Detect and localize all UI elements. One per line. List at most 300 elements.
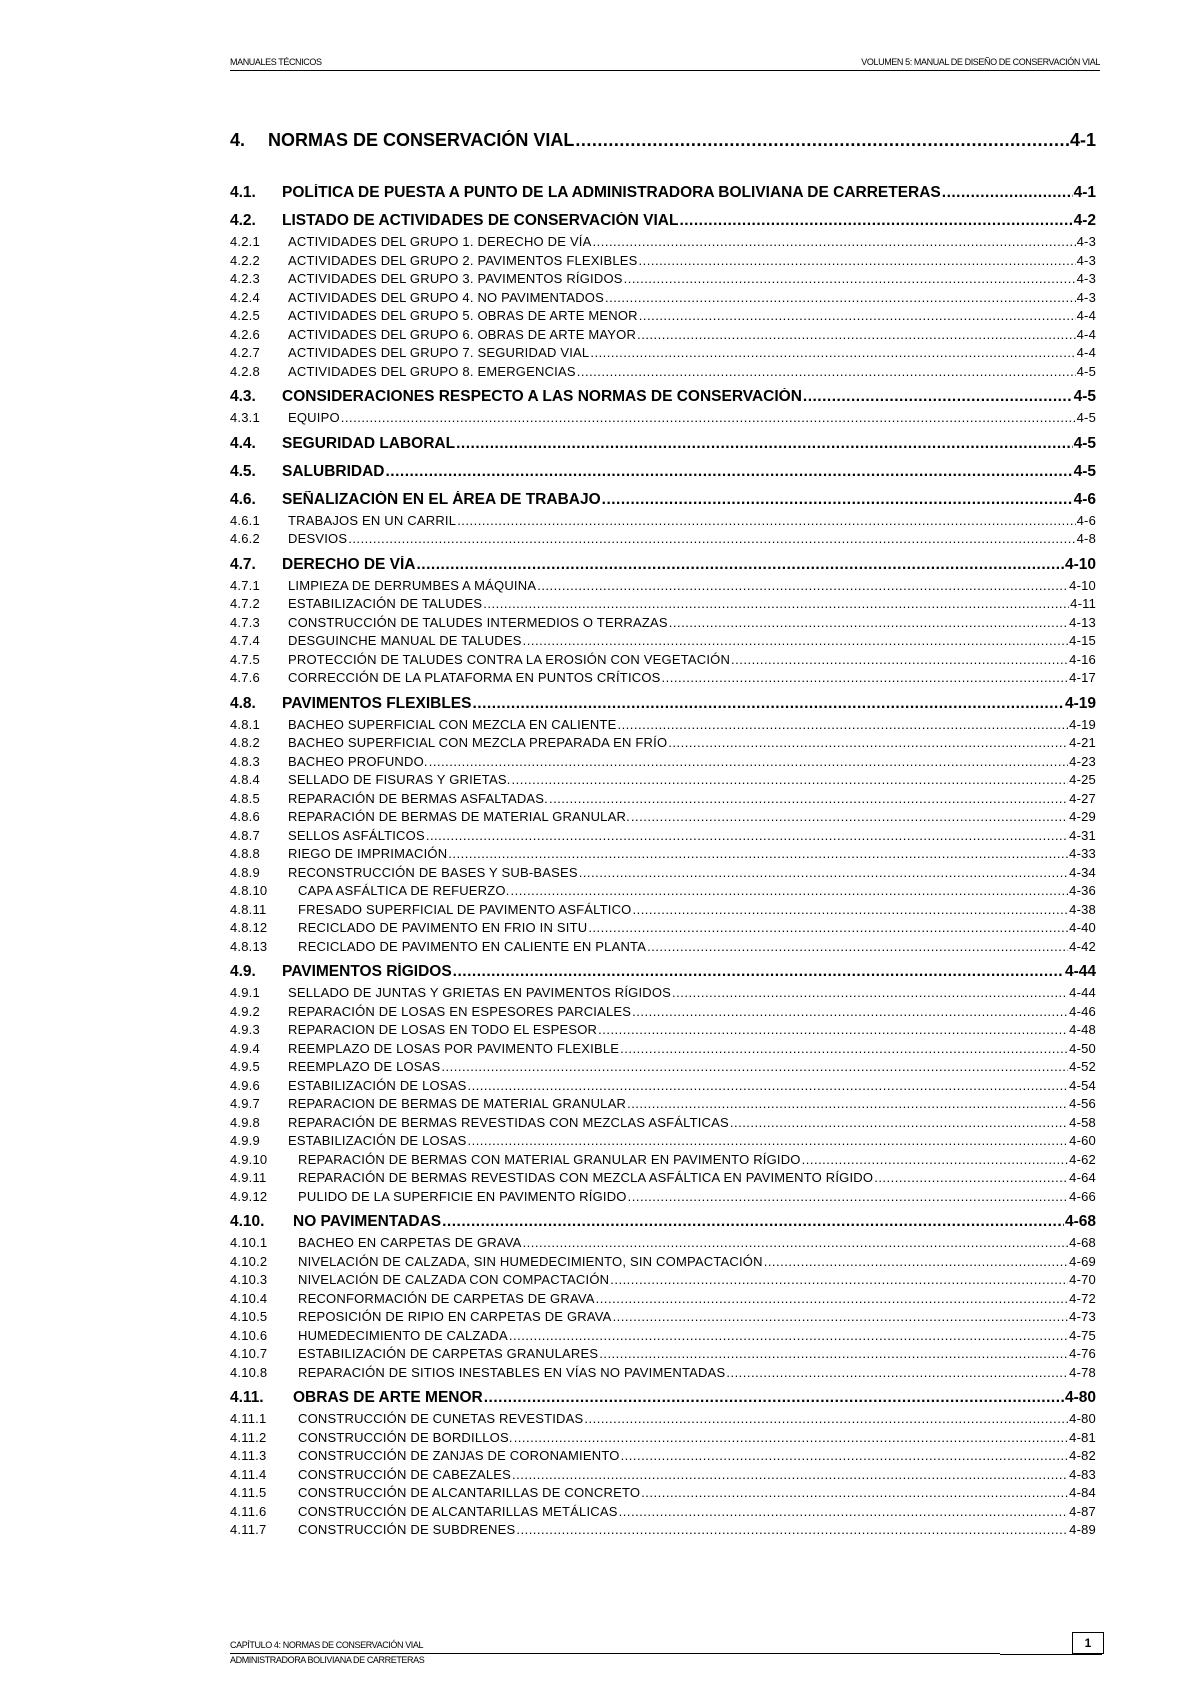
toc-entry-number: 4.11.7 [230, 1522, 267, 1537]
toc-section[interactable] [230, 463, 1096, 485]
toc-entry-number: 4.11.6 [230, 1503, 267, 1519]
toc-entry-number: 4.8.7 [230, 827, 260, 843]
toc-entry-page: 4-60 [1069, 1133, 1096, 1148]
toc-leader-dots [641, 1485, 1068, 1500]
toc-entry-title: PULIDO DE LA SUPERFICIE EN PAVIMENTO RÍGIDO [298, 1188, 627, 1204]
toc-entry-title: ACTIVIDADES DEL GRUPO 5. OBRAS DE ARTE MENOR [288, 308, 638, 323]
toc-subsection[interactable] [230, 1346, 1096, 1365]
toc-entry-number: 4.2.8 [230, 363, 260, 379]
toc-subsection[interactable] [230, 327, 1096, 346]
toc-entry-number: 4.6.1 [230, 512, 260, 528]
toc-entry-page: 4-19 [1064, 694, 1096, 712]
toc-entry-title: CONSTRUCCIÓN DE ALCANTARILLAS METÁLICAS [298, 1503, 618, 1519]
footer-rule [1000, 1654, 1102, 1655]
toc-entry-page: 4-76 [1069, 1346, 1096, 1361]
toc-subsection[interactable] [230, 846, 1096, 865]
toc-entry-number: 4.8.5 [230, 790, 260, 806]
toc-entry-number: 4.7.4 [230, 633, 260, 648]
toc-entry-number: 4.11.2 [230, 1429, 267, 1445]
toc-subsection[interactable] [230, 828, 1096, 847]
toc-entry-title: PAVIMENTOS RÍGIDOS [282, 963, 452, 980]
toc-entry-title: ACTIVIDADES DEL GRUPO 4. NO PAVIMENTADOS [288, 289, 604, 305]
toc-entry-number: 4.7.5 [230, 651, 260, 667]
toc-entry-page: 4-4 [1076, 345, 1096, 360]
toc-entry-page: 4-80 [1069, 1411, 1096, 1426]
toc-entry-title: POLÍTICA DE PUESTA A PUNTO DE LA ADMINISTRADORA BOLIVIANA DE CARRETERAS [282, 184, 941, 201]
toc-leader-dots [662, 670, 1069, 685]
toc-entry-number: 4.4. [230, 434, 256, 452]
toc-entry-number: 4.9.3 [230, 1022, 260, 1037]
toc-entry-number: 4.5. [230, 462, 256, 480]
toc-section[interactable] [230, 435, 1096, 457]
toc-subsection[interactable] [230, 791, 1096, 810]
toc-entry-title: SEGURIDAD LABORAL [282, 434, 456, 452]
toc-entry-page: 4-36 [1069, 883, 1096, 898]
toc-subsection[interactable] [230, 1078, 1096, 1097]
toc-entry-number: 4.9.8 [230, 1114, 260, 1130]
toc-section[interactable] [230, 695, 1096, 717]
toc-entry-page: 4-19 [1069, 716, 1096, 732]
toc-entry-number: 4.7.1 [230, 577, 260, 593]
toc-leader-dots [472, 695, 1064, 713]
toc-leader-dots [341, 410, 1076, 425]
toc-entry-number: 4.8.9 [230, 864, 260, 880]
header-left: MANUALES TÉCNICOS [230, 57, 322, 67]
toc-entry-page: 4-10 [1069, 577, 1096, 593]
toc-leader-dots [802, 1152, 1069, 1167]
toc-entry-title: SELLADO DE FISURAS Y GRIETAS. [288, 772, 511, 787]
toc-subsection[interactable] [230, 939, 1096, 958]
toc-leader-dots [942, 184, 1073, 202]
toc-entry-page: 4-17 [1069, 670, 1096, 685]
toc-entry-title: SEÑALIZACIÓN EN EL ÁREA DE TRABAJO [282, 490, 601, 508]
toc-entry-page: 4-58 [1069, 1114, 1096, 1130]
toc-leader-dots [467, 1133, 1068, 1148]
toc-section[interactable] [230, 1213, 1096, 1235]
toc-leader-dots [610, 1272, 1068, 1287]
toc-subsection[interactable] [230, 902, 1096, 921]
toc-subsection[interactable] [230, 1022, 1096, 1041]
toc-entry-number: 4.11.3 [230, 1448, 267, 1463]
toc-leader-dots [619, 1504, 1069, 1519]
toc-entry-title: ACTIVIDADES DEL GRUPO 1. DERECHO DE VÍA [288, 234, 592, 249]
toc-leader-dots [516, 1522, 1068, 1537]
toc-subsection[interactable] [230, 345, 1096, 364]
toc-entry-page: 4-68 [1069, 1235, 1096, 1250]
toc-entry-title: SALUBRIDAD [282, 462, 385, 480]
table-of-contents [230, 130, 1096, 1541]
toc-entry-page: 4-3 [1076, 289, 1096, 305]
toc-subsection[interactable] [230, 1041, 1096, 1060]
toc-entry-page: 4-62 [1069, 1151, 1096, 1167]
toc-entry-title: SELLADO DE JUNTAS Y GRIETAS EN PAVIMENTOS RÍGIDOS [288, 985, 672, 1000]
toc-leader-dots [417, 556, 1064, 574]
toc-entry-page: 4-64 [1069, 1170, 1096, 1185]
toc-subsection[interactable] [230, 596, 1096, 615]
toc-entry-page: 4-1 [1073, 184, 1096, 201]
toc-entry-number: 4.9.9 [230, 1133, 260, 1148]
toc-entry-title: DESGUINCHE MANUAL DE TALUDES [288, 633, 522, 648]
toc-leader-dots [620, 1041, 1068, 1056]
toc-entry-page: 4-83 [1069, 1466, 1096, 1482]
toc-entry-number: 4.10.3 [230, 1272, 268, 1287]
toc-subsection[interactable] [230, 531, 1096, 550]
toc-entry-page: 4-72 [1069, 1290, 1096, 1306]
toc-leader-dots [672, 985, 1068, 1000]
toc-entry-page: 4-3 [1076, 252, 1096, 268]
toc-entry-page: 4-34 [1069, 864, 1096, 880]
toc-entry-title: FRESADO SUPERFICIAL DE PAVIMENTO ASFÁLTICO [298, 901, 632, 917]
toc-leader-dots [874, 1170, 1068, 1185]
toc-entry-title: ACTIVIDADES DEL GRUPO 6. OBRAS DE ARTE MAYOR [288, 326, 637, 342]
toc-subsection[interactable] [230, 1291, 1096, 1310]
toc-subsection[interactable] [230, 308, 1096, 327]
toc-entry-title: LISTADO DE ACTIVIDADES DE CONSERVACIÓN VIAL [282, 212, 679, 229]
toc-entry-number: 4.10. [230, 1213, 265, 1230]
toc-subsection[interactable] [230, 1430, 1096, 1449]
toc-entry-number: 4.10.8 [230, 1364, 268, 1380]
toc-entry-title: CONSIDERACIONES RESPECTO A LAS NORMAS DE CONSERVACIÓN [282, 388, 802, 405]
toc-entry-title: REEMPLAZO DE LOSAS [288, 1059, 441, 1074]
toc-section[interactable] [230, 1389, 1096, 1411]
toc-entry-number: 4.8.2 [230, 735, 260, 750]
toc-entry-page: 4-44 [1069, 985, 1096, 1000]
toc-leader-dots [514, 1430, 1068, 1445]
toc-subsection[interactable] [230, 1467, 1096, 1486]
toc-subsection[interactable] [230, 633, 1096, 652]
toc-entry-page: 4-54 [1069, 1077, 1096, 1093]
toc-entry-page: 4-4 [1076, 326, 1096, 342]
toc-entry-page: 4-5 [1073, 434, 1096, 452]
toc-leader-dots [613, 1309, 1069, 1324]
toc-subsection[interactable] [230, 865, 1096, 884]
toc-subsection[interactable] [230, 615, 1096, 634]
toc-entry-page: 4-81 [1069, 1429, 1096, 1445]
toc-leader-dots [584, 1411, 1068, 1426]
toc-entry-title: NIVELACIÓN DE CALZADA CON COMPACTACIÓN [298, 1272, 610, 1287]
toc-entry-title: REPARACIÓN DE BERMAS DE MATERIAL GRANULAR. [288, 809, 630, 824]
toc-entry-title: ACTIVIDADES DEL GRUPO 7. SEGURIDAD VIAL [288, 345, 590, 360]
toc-entry-title: CONSTRUCCIÓN DE TALUDES INTERMEDIOS O TERRAZAS [288, 614, 668, 630]
toc-entry-title: CONSTRUCCIÓN DE CUNETAS REVESTIDAS [298, 1411, 584, 1426]
toc-entry-page: 4-4 [1076, 308, 1096, 323]
toc-leader-dots [726, 1365, 1068, 1380]
toc-entry-page: 4-13 [1069, 614, 1096, 630]
toc-leader-dots [523, 633, 1069, 648]
toc-entry-page: 4-42 [1069, 938, 1096, 954]
toc-subsection[interactable] [230, 1170, 1096, 1189]
toc-subsection[interactable] [230, 1485, 1096, 1504]
toc-entry-number: 4.6. [230, 490, 256, 508]
toc-leader-dots [442, 1213, 1064, 1231]
toc-entry-page: 4-15 [1069, 633, 1096, 648]
toc-leader-dots [624, 271, 1076, 286]
toc-leader-dots [632, 902, 1068, 917]
toc-entry-page: 4-48 [1069, 1022, 1096, 1037]
toc-entry-title: REPARACIÓN DE BERMAS REVESTIDAS CON MEZCLAS ASFÁLTICAS [288, 1114, 729, 1130]
toc-subsection[interactable] [230, 1504, 1096, 1523]
toc-subsection[interactable] [230, 1096, 1096, 1115]
toc-subsection[interactable] [230, 1309, 1096, 1328]
toc-entry-title: RECONSTRUCCIÓN DE BASES Y SUB-BASES [288, 864, 578, 880]
toc-entries [230, 184, 1096, 1541]
toc-entry-number: 4.8.3 [230, 753, 260, 769]
toc-entry-page: 4-3 [1076, 234, 1096, 249]
toc-leader-dots [764, 1254, 1068, 1269]
toc-subsection[interactable] [230, 717, 1096, 736]
toc-entry-title: REPARACIÓN DE BERMAS ASFALTADAS. [288, 790, 548, 806]
toc-leader-dots [596, 1291, 1069, 1306]
toc-entry-title: HUMEDECIMIENTO DE CALZADA [298, 1327, 508, 1343]
toc-leader-dots [575, 130, 1069, 151]
toc-subsection[interactable] [230, 1272, 1096, 1291]
toc-leader-dots [599, 1346, 1068, 1361]
toc-entry-page: 4-5 [1076, 410, 1096, 425]
toc-subsection[interactable] [230, 1522, 1096, 1541]
toc-leader-dots [679, 212, 1072, 230]
toc-leader-dots [456, 435, 1073, 453]
page-header [230, 56, 1100, 71]
toc-entry-number: 4.9.6 [230, 1077, 260, 1093]
toc-leader-dots [730, 1115, 1068, 1130]
footer-organization: ADMINISTRADORA BOLIVIANA DE CARRETERAS [230, 1655, 425, 1665]
toc-leader-dots [617, 717, 1068, 732]
toc-entry-number: 4.9. [230, 963, 256, 980]
toc-entry-number: 4.9.12 [230, 1188, 268, 1204]
toc-entry-number: 4.8. [230, 694, 256, 712]
toc-leader-dots [647, 939, 1068, 954]
toc-entry-title: LIMPIEZA DE DERRUMBES A MÁQUINA [288, 577, 537, 593]
toc-entry-page: 4-5 [1073, 462, 1096, 480]
page-number: 1 [1072, 1632, 1104, 1654]
toc-entry-title: RECICLADO DE PAVIMENTO EN CALIENTE EN PLANTA [298, 938, 647, 954]
toc-entry-number: 4.2.3 [230, 271, 260, 286]
toc-subsection[interactable] [230, 920, 1096, 939]
toc-subsection[interactable] [230, 513, 1096, 532]
toc-entry-title: NIVELACIÓN DE CALZADA, SIN HUMEDECIMIENTO, SIN COMPACTACIÓN [298, 1253, 763, 1269]
toc-entry-title: ESTABILIZACIÓN DE TALUDES [288, 596, 483, 611]
toc-section[interactable] [230, 491, 1096, 513]
toc-entry-title: CAPA ASFÁLTICA DE REFUERZO. [298, 883, 510, 898]
toc-entry-page: 4-11 [1070, 596, 1096, 611]
toc-entry-page: 4-56 [1069, 1096, 1096, 1111]
toc-subsection[interactable] [230, 253, 1096, 272]
toc-entry-number: 4.9.2 [230, 1003, 260, 1019]
toc-entry-title: CONSTRUCCIÓN DE SUBDRENES [298, 1522, 516, 1537]
toc-subsection[interactable] [230, 290, 1096, 309]
toc-chapter[interactable] [230, 130, 1096, 170]
toc-leader-dots [511, 883, 1069, 898]
toc-leader-dots [731, 652, 1068, 667]
toc-section[interactable] [230, 556, 1096, 578]
toc-subsection[interactable] [230, 1365, 1096, 1384]
toc-entry-page: 4-89 [1069, 1522, 1096, 1537]
toc-chapter-number: 4. [230, 130, 246, 150]
toc-subsection[interactable] [230, 985, 1096, 1004]
toc-leader-dots [668, 735, 1068, 750]
toc-subsection[interactable] [230, 364, 1096, 383]
toc-entry-title: CORRECCIÓN DE LA PLATAFORMA EN PUNTOS CRÍTICOS [288, 670, 661, 685]
toc-entry-page: 4-23 [1069, 753, 1096, 769]
toc-entry-page: 4-80 [1064, 1389, 1096, 1406]
toc-entry-number: 4.9.1 [230, 985, 260, 1000]
toc-entry-number: 4.2.5 [230, 308, 260, 323]
toc-entry-title: TRABAJOS EN UN CARRIL [288, 512, 457, 528]
toc-entry-number: 4.3.1 [230, 410, 260, 425]
toc-entry-page: 4-5 [1073, 388, 1096, 405]
toc-subsection[interactable] [230, 1133, 1096, 1152]
toc-entry-page: 4-29 [1069, 809, 1096, 824]
toc-section[interactable] [230, 184, 1096, 206]
toc-entry-page: 4-50 [1069, 1040, 1096, 1056]
toc-entry-title: BACHEO EN CARPETAS DE GRAVA [298, 1235, 522, 1250]
toc-subsection[interactable] [230, 578, 1096, 597]
toc-entry-page: 4-27 [1069, 790, 1096, 806]
toc-entry-number: 4.8.1 [230, 716, 260, 732]
toc-entry-number: 4.9.7 [230, 1096, 260, 1111]
toc-entry-page: 4-75 [1069, 1327, 1096, 1343]
toc-entry-page: 4-46 [1069, 1003, 1096, 1019]
toc-entry-title: OBRAS DE ARTE MENOR [293, 1389, 483, 1406]
toc-leader-dots [598, 1022, 1068, 1037]
toc-entry-title: BACHEO SUPERFICIAL CON MEZCLA EN CALIENTE [288, 716, 617, 732]
toc-entry-title: PAVIMENTOS FLEXIBLES [282, 694, 472, 712]
toc-entry-number: 4.3. [230, 388, 256, 405]
toc-leader-dots [605, 290, 1076, 305]
toc-entry-title: REPARACION DE BERMAS DE MATERIAL GRANULAR [288, 1096, 627, 1111]
toc-entry-page: 4-21 [1069, 735, 1096, 750]
toc-entry-title: ESTABILIZACIÓN DE LOSAS [288, 1077, 467, 1093]
toc-entry-number: 4.8.4 [230, 772, 260, 787]
toc-subsection[interactable] [230, 1448, 1096, 1467]
toc-leader-dots [577, 364, 1076, 379]
toc-entry-title: ESTABILIZACIÓN DE LOSAS [288, 1133, 467, 1148]
toc-entry-number: 4.2.2 [230, 252, 260, 268]
toc-entry-number: 4.7.2 [230, 596, 260, 611]
toc-leader-dots [429, 754, 1068, 769]
toc-leader-dots [803, 388, 1073, 406]
toc-leader-dots [453, 963, 1064, 981]
toc-entry-page: 4-25 [1069, 772, 1096, 787]
toc-entry-number: 4.2.6 [230, 326, 260, 342]
toc-subsection[interactable] [230, 735, 1096, 754]
toc-entry-page: 4-33 [1069, 846, 1096, 861]
toc-entry-number: 4.10.7 [230, 1346, 268, 1361]
toc-entry-number: 4.10.2 [230, 1253, 268, 1269]
toc-entry-page: 4-8 [1076, 531, 1096, 546]
toc-entry-title: CONSTRUCCIÓN DE CABEZALES [298, 1466, 512, 1482]
toc-leader-dots [621, 1448, 1069, 1463]
toc-entry-number: 4.11.4 [230, 1466, 267, 1482]
toc-entry-number: 4.8.6 [230, 809, 260, 824]
toc-chapter-page: 4-1 [1069, 130, 1096, 150]
toc-entry-page: 4-68 [1064, 1213, 1096, 1230]
toc-leader-dots [590, 345, 1075, 360]
toc-subsection[interactable] [230, 1189, 1096, 1208]
toc-entry-title: RECICLADO DE PAVIMENTO EN FRIO IN SITU [298, 920, 588, 935]
toc-entry-title: REPARACION DE LOSAS EN TODO EL ESPESOR [288, 1022, 598, 1037]
toc-entry-number: 4.10.6 [230, 1327, 268, 1343]
toc-subsection[interactable] [230, 1152, 1096, 1171]
toc-leader-dots [484, 1389, 1064, 1407]
toc-section[interactable] [230, 388, 1096, 410]
toc-subsection[interactable] [230, 772, 1096, 791]
toc-entry-title: BACHEO SUPERFICIAL CON MEZCLA PREPARADA EN FRÍO [288, 735, 668, 750]
toc-entry-page: 4-16 [1069, 651, 1096, 667]
toc-entry-number: 4.8.13 [230, 938, 268, 954]
toc-entry-page: 4-82 [1069, 1448, 1096, 1463]
toc-entry-title: CONSTRUCCIÓN DE ALCANTARILLAS DE CONCRETO [298, 1485, 641, 1500]
toc-entry-title: ACTIVIDADES DEL GRUPO 8. EMERGENCIAS [288, 363, 576, 379]
toc-subsection[interactable] [230, 1235, 1096, 1254]
toc-leader-dots [441, 1059, 1068, 1074]
toc-subsection[interactable] [230, 670, 1096, 689]
toc-subsection[interactable] [230, 1115, 1096, 1134]
toc-subsection[interactable] [230, 754, 1096, 773]
toc-entry-page: 4-78 [1069, 1364, 1096, 1380]
toc-leader-dots [348, 531, 1075, 546]
toc-entry-number: 4.9.10 [230, 1151, 268, 1167]
toc-entry-page: 4-2 [1073, 212, 1096, 229]
toc-entry-title: RIEGO DE IMPRIMACIÓN [288, 846, 448, 861]
toc-entry-title: DESVIOS [288, 531, 348, 546]
toc-subsection[interactable] [230, 1254, 1096, 1273]
toc-subsection[interactable] [230, 410, 1096, 429]
toc-entry-title: REPARACIÓN DE LOSAS EN ESPESORES PARCIALES [288, 1003, 632, 1019]
toc-entry-page: 4-73 [1069, 1309, 1096, 1324]
footer-chapter: CAPÍTULO 4: NORMAS DE CONSERVACIÓN VIAL [230, 1640, 1000, 1654]
toc-entry-page: 4-44 [1064, 963, 1096, 980]
toc-leader-dots [637, 327, 1076, 342]
toc-leader-dots [467, 1078, 1068, 1093]
toc-entry-number: 4.8.8 [230, 846, 260, 861]
toc-entry-number: 4.11.5 [230, 1485, 267, 1500]
toc-entry-number: 4.9.4 [230, 1040, 260, 1056]
toc-entry-title: REEMPLAZO DE LOSAS POR PAVIMENTO FLEXIBLE [288, 1040, 620, 1056]
toc-entry-number: 4.2.4 [230, 289, 260, 305]
toc-entry-number: 4.11.1 [230, 1411, 267, 1426]
toc-subsection[interactable] [230, 1411, 1096, 1430]
toc-entry-title: CONSTRUCCIÓN DE ZANJAS DE CORONAMIENTO [298, 1448, 620, 1463]
toc-subsection[interactable] [230, 1059, 1096, 1078]
toc-entry-number: 4.10.1 [230, 1235, 268, 1250]
toc-leader-dots [579, 865, 1068, 880]
toc-leader-dots [639, 253, 1076, 268]
toc-subsection[interactable] [230, 652, 1096, 671]
toc-leader-dots [669, 615, 1068, 630]
toc-subsection[interactable] [230, 1328, 1096, 1347]
toc-leader-dots [385, 463, 1072, 481]
toc-entry-title: REPARACIÓN DE SITIOS INESTABLES EN VÍAS NO PAVIMENTADAS [298, 1364, 726, 1380]
toc-section[interactable] [230, 963, 1096, 985]
toc-leader-dots [639, 308, 1076, 323]
toc-leader-dots [537, 578, 1068, 593]
toc-subsection[interactable] [230, 271, 1096, 290]
toc-leader-dots [426, 828, 1068, 843]
toc-entry-page: 4-6 [1076, 512, 1096, 528]
toc-entry-number: 4.10.4 [230, 1290, 268, 1306]
toc-subsection[interactable] [230, 234, 1096, 253]
toc-leader-dots [631, 809, 1068, 824]
toc-entry-page: 4-6 [1073, 490, 1096, 508]
toc-entry-number: 4.8.10 [230, 883, 268, 898]
toc-subsection[interactable] [230, 883, 1096, 902]
toc-subsection[interactable] [230, 1004, 1096, 1023]
toc-entry-title: BACHEO PROFUNDO. [288, 753, 428, 769]
toc-section[interactable] [230, 212, 1096, 234]
toc-subsection[interactable] [230, 809, 1096, 828]
toc-entry-title: EQUIPO [288, 410, 340, 425]
